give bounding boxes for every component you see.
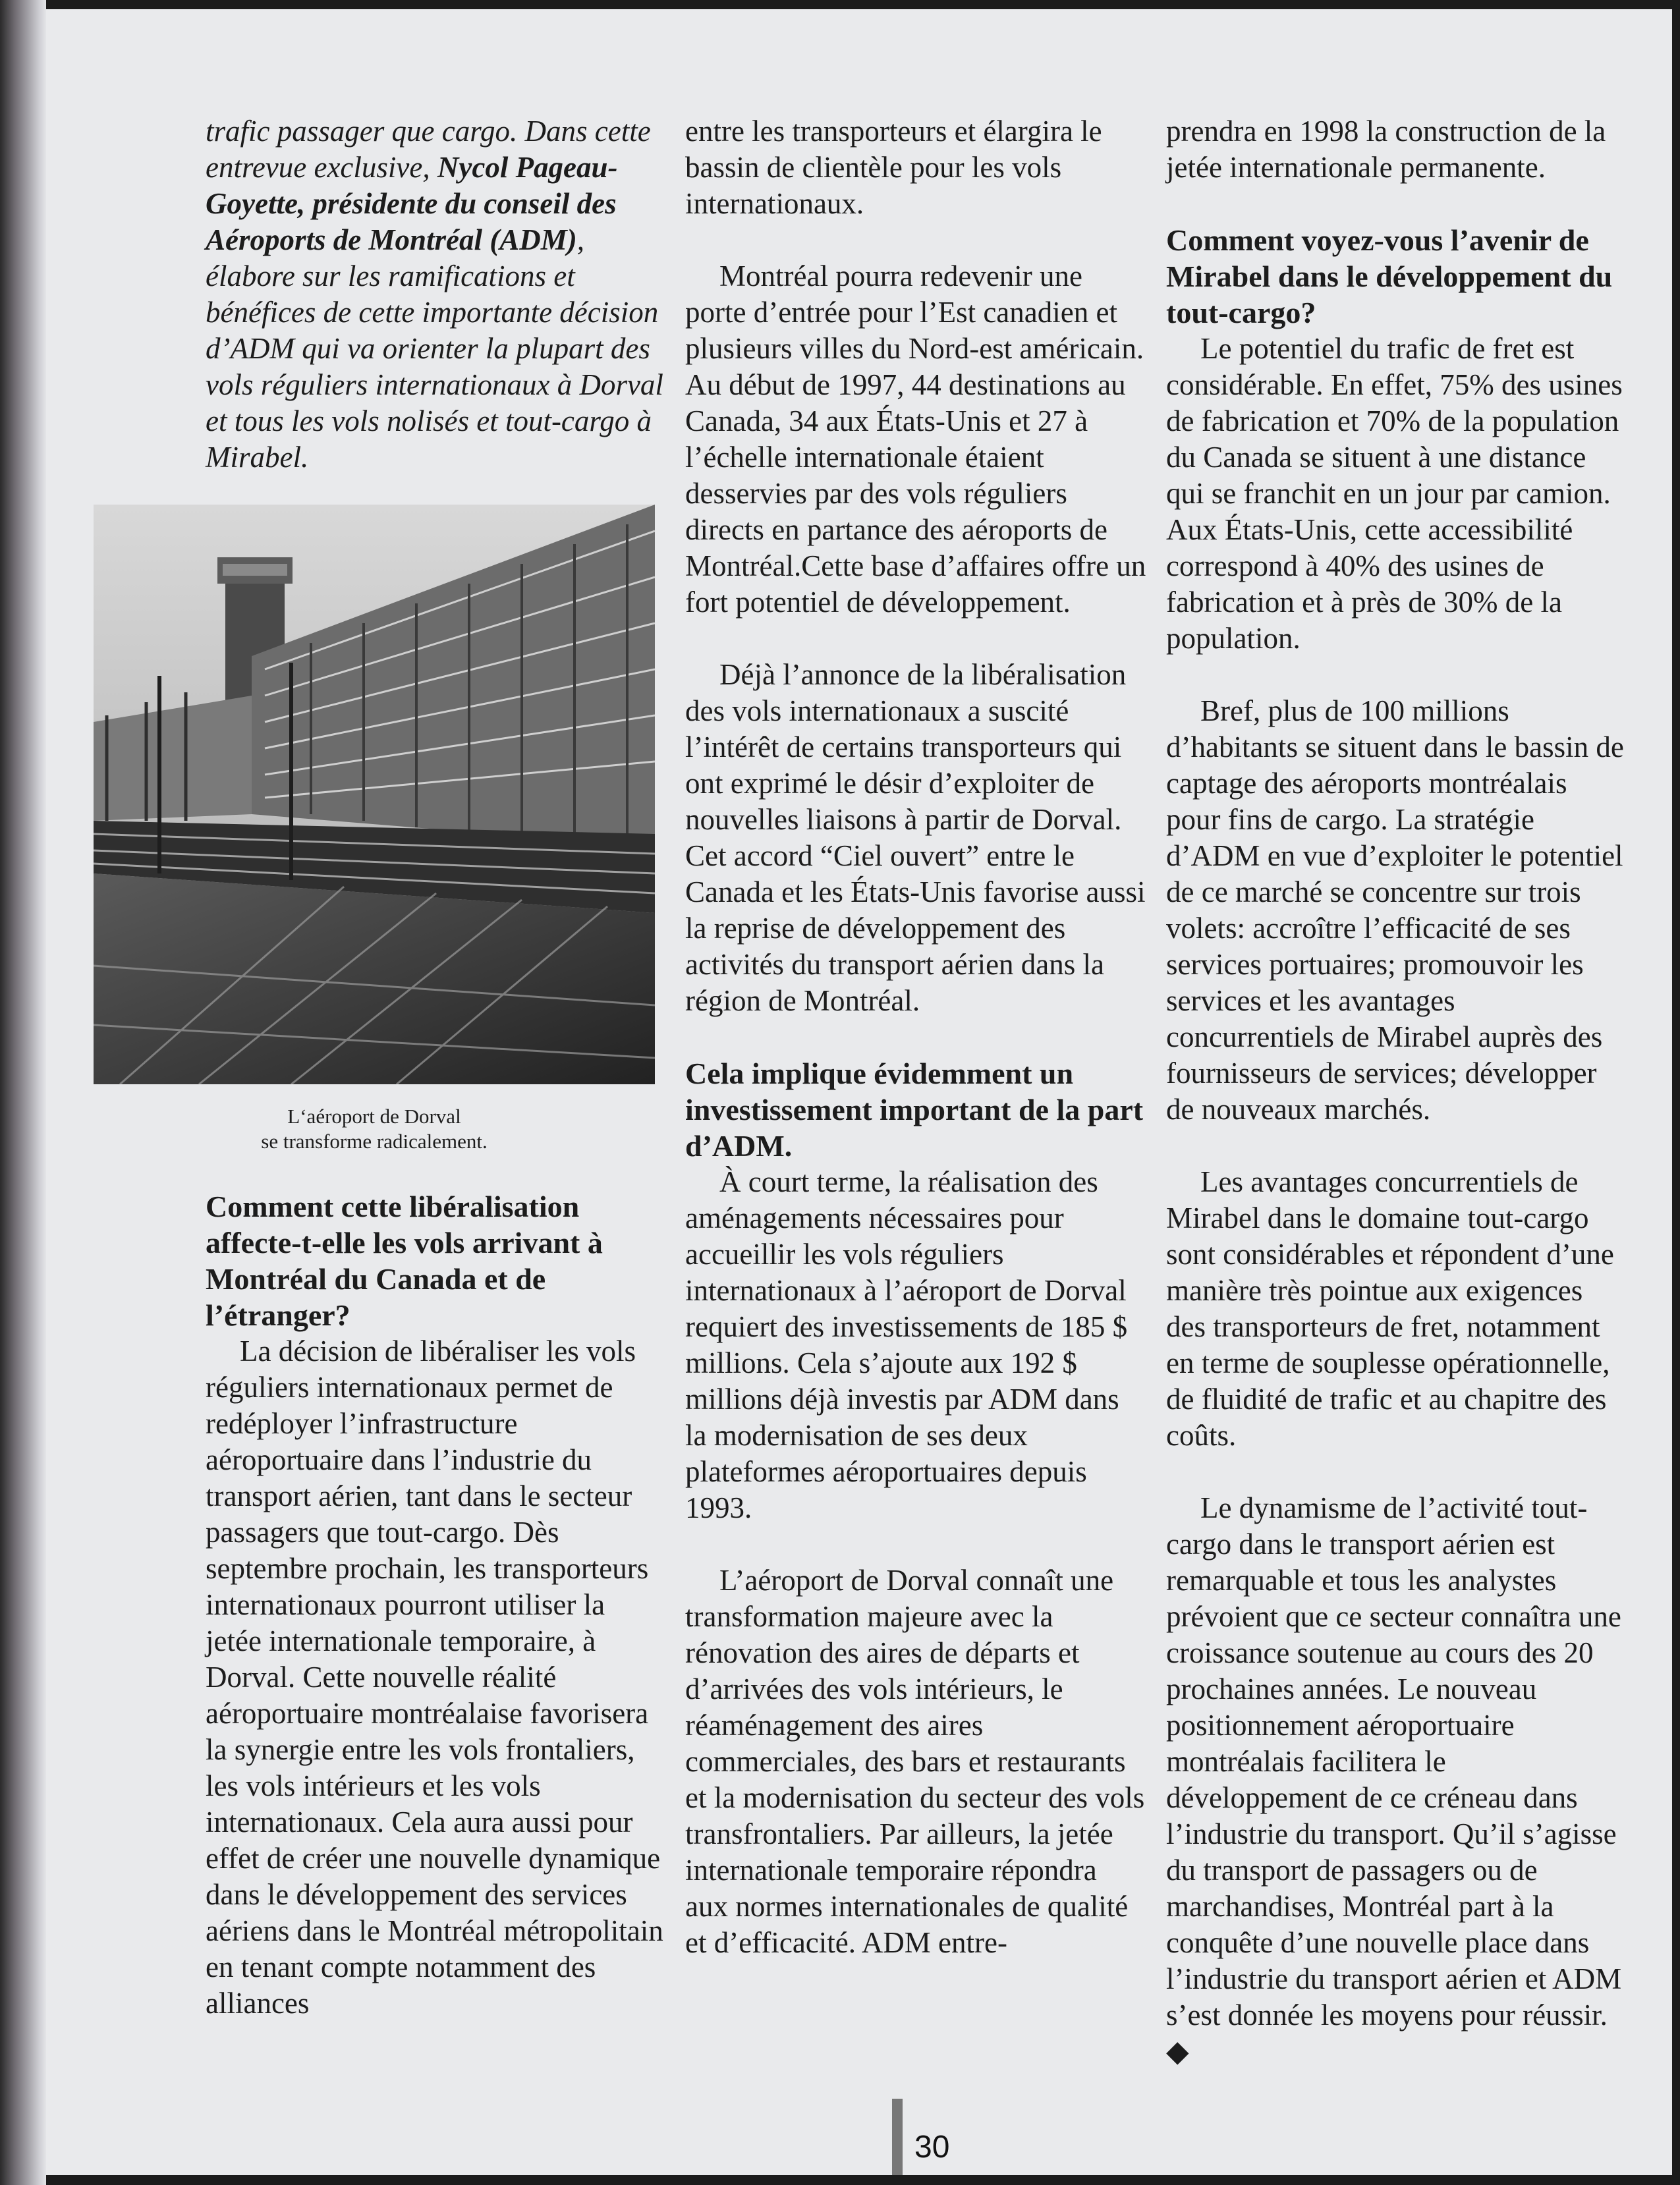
airport-building-image: [94, 505, 655, 1084]
answer-paragraph-1: La décision de libéraliser les vols réguliers internationaux permet de redéployer l’infrastructure aéroportuaire dans l’industrie du transport aérien, tant dans le secteur passagers que tout-cargo. Dès septembre prochain, les transporteurs internationaux pourront utiliser la jetée internationale temporaire, à Dorval. Cette nouvelle réalité aéroportuaire montréalaise favorisera la synergie entre les vols frontaliers, les vols intérieurs et les vols internationaux. Cela aura aussi pour effet de créer une nouvelle dynamique dans le développement des services aériens dans le Montréal métropolitain en tenant compte notamment des alliances: [206, 1335, 663, 2020]
intro-lead: trafic passager que cargo. Dans cette entrevue exclusive,: [206, 115, 651, 184]
continuation-paragraph: entre les transporteurs et élargira le bassin de clientèle pour les vols internationaux.: [685, 115, 1102, 220]
continuation-paragraph-3: prendra en 1998 la construction de la jetée internationale permanente.: [1166, 115, 1606, 184]
page-binding-edge: [0, 0, 46, 2185]
intro-paragraph: [206, 113, 667, 476]
question-heading-1: Comment cette libéralisation affecte-t-elle les vols arrivant à Montréal du Canada et de l’étranger?: [206, 1190, 603, 1332]
photo-caption: [94, 1104, 655, 1154]
paragraph-montreal-gateway: Montréal pourra redevenir une porte d’entrée pour l’Est canadien et plusieurs villes du Nord-est américain. Au début de 1997, 44 destinations au Canada, 34 aux États-Unis et 27 à l’échelle internationale étaient desservies par des vols réguliers directs en partance des aéroports de Montréal.Cette base d’affaires offre un fort potentiel de développement.: [685, 260, 1146, 619]
intro-tail: , élabore sur les ramifications et bénéfices de cette importante décision d’ADM qui va orienter la plupart des vols réguliers internationaux à Dorval et tous les vols nolisés et tout-cargo à Mirabel.: [206, 223, 663, 474]
dorval-airport-photo: [94, 505, 655, 1084]
page-number: [892, 2099, 978, 2175]
end-of-article-diamond-icon: ◆: [1166, 2035, 1189, 2068]
caption-line-2: se transforme radicalement.: [261, 1130, 488, 1153]
caption-line-1: L‘aéroport de Dorval: [287, 1105, 461, 1128]
question-heading-3: Comment voyez-vous l’avenir de Mirabel dans le développement du tout-cargo?: [1166, 223, 1613, 329]
column-3: [1166, 113, 1627, 2070]
intro-interviewee-name: Nycol Pageau-Goyette, présidente du conseil des Aéroports de Montréal (ADM): [206, 151, 618, 256]
magazine-page: [41, 9, 1672, 2175]
page-number-text: 30: [914, 2130, 950, 2165]
paragraph-cargo-dynamism: [1166, 1490, 1627, 2070]
answer-paragraph-3: Le potentiel du trafic de fret est considérable. En effet, 75% des usines de fabrication et 70% de la population du Canada se situent à une distance qui se franchit en un jour par camion. Aux États-Unis, cette accessibilité correspond à 40% des usines de fabrication et à près de 30% de la population.: [1166, 332, 1623, 655]
question-heading-2: Cela implique évidemment un investissement important de la part d’ADM.: [685, 1057, 1144, 1163]
paragraph-liberalisation: Déjà l’annonce de la libéralisation des vols internationaux a suscité l’intérêt de certains transporteurs qui ont exprimé le désir d’exploiter de nouvelles liaisons à partir de Dorval. Cet accord “Ciel ouvert” entre le Canada et les États-Unis favorise aussi la reprise de développement des activités du transport aérien dans la région de Montréal.: [685, 658, 1146, 1017]
answer-paragraph-2: À court terme, la réalisation des aménagements nécessaires pour accueillir les vols réguliers internationaux à l’aéroport de Dorval requiert des investissements de 185 $ millions. Cela s’ajoute aux 192 $ millions déjà investis par ADM dans la modernisation de ses deux plateformes aéroportuaires depuis 1993.: [685, 1165, 1128, 1524]
column-1: [206, 113, 667, 2022]
paragraph-dorval-transformation: L’aéroport de Dorval connaît une transformation majeure avec la rénovation des aires de départs et d’arrivées des vols intérieurs, le réaménagement des aires commerciales, des bars et restaurants et la modernisation du secteur des vols transfrontaliers. Par ailleurs, la jetée internationale temporaire répondra aux normes internationales de qualité et d’efficacité. ADM entre-: [685, 1564, 1145, 1959]
page-number-bar: [892, 2099, 903, 2175]
column-2: [685, 113, 1146, 1961]
paragraph-mirabel-advantages: Les avantages concurrentiels de Mirabel dans le domaine tout-cargo sont considérables et répondent d’une manière très pointue aux exigences des transporteurs de fret, notamment en terme de souplesse opérationnelle, de fluidité de trafic et au chapitre des coûts.: [1166, 1165, 1614, 1452]
paragraph-cargo-strategy: Bref, plus de 100 millions d’habitants se situent dans le bassin de captage des aéroports montréalais pour fins de cargo. La stratégie d’ADM en vue d’exploiter le potentiel de ce marché se concentre sur trois volets: accroître l’efficacité de ses services portuaires; promouvoir les services et les avantages concurrentiels de Mirabel auprès des fournisseurs de services; développer de nouveaux marchés.: [1166, 694, 1624, 1126]
closing-text: Le dynamisme de l’activité tout-cargo dans le transport aérien est remarquable et tous les analystes prévoient que ce secteur connaîtra une croissance soutenue au cours des 20 prochaines années. Le nouveau positionnement aéroportuaire montréalais facilitera le développement de ce créneau dans l’industrie du transport. Qu’il s’agisse du transport de passagers ou de marchandises, Montréal part à la conquête d’une nouvelle place dans l’industrie du transport aérien et ADM s’est donnée les moyens pour réussir.: [1166, 1491, 1622, 2032]
